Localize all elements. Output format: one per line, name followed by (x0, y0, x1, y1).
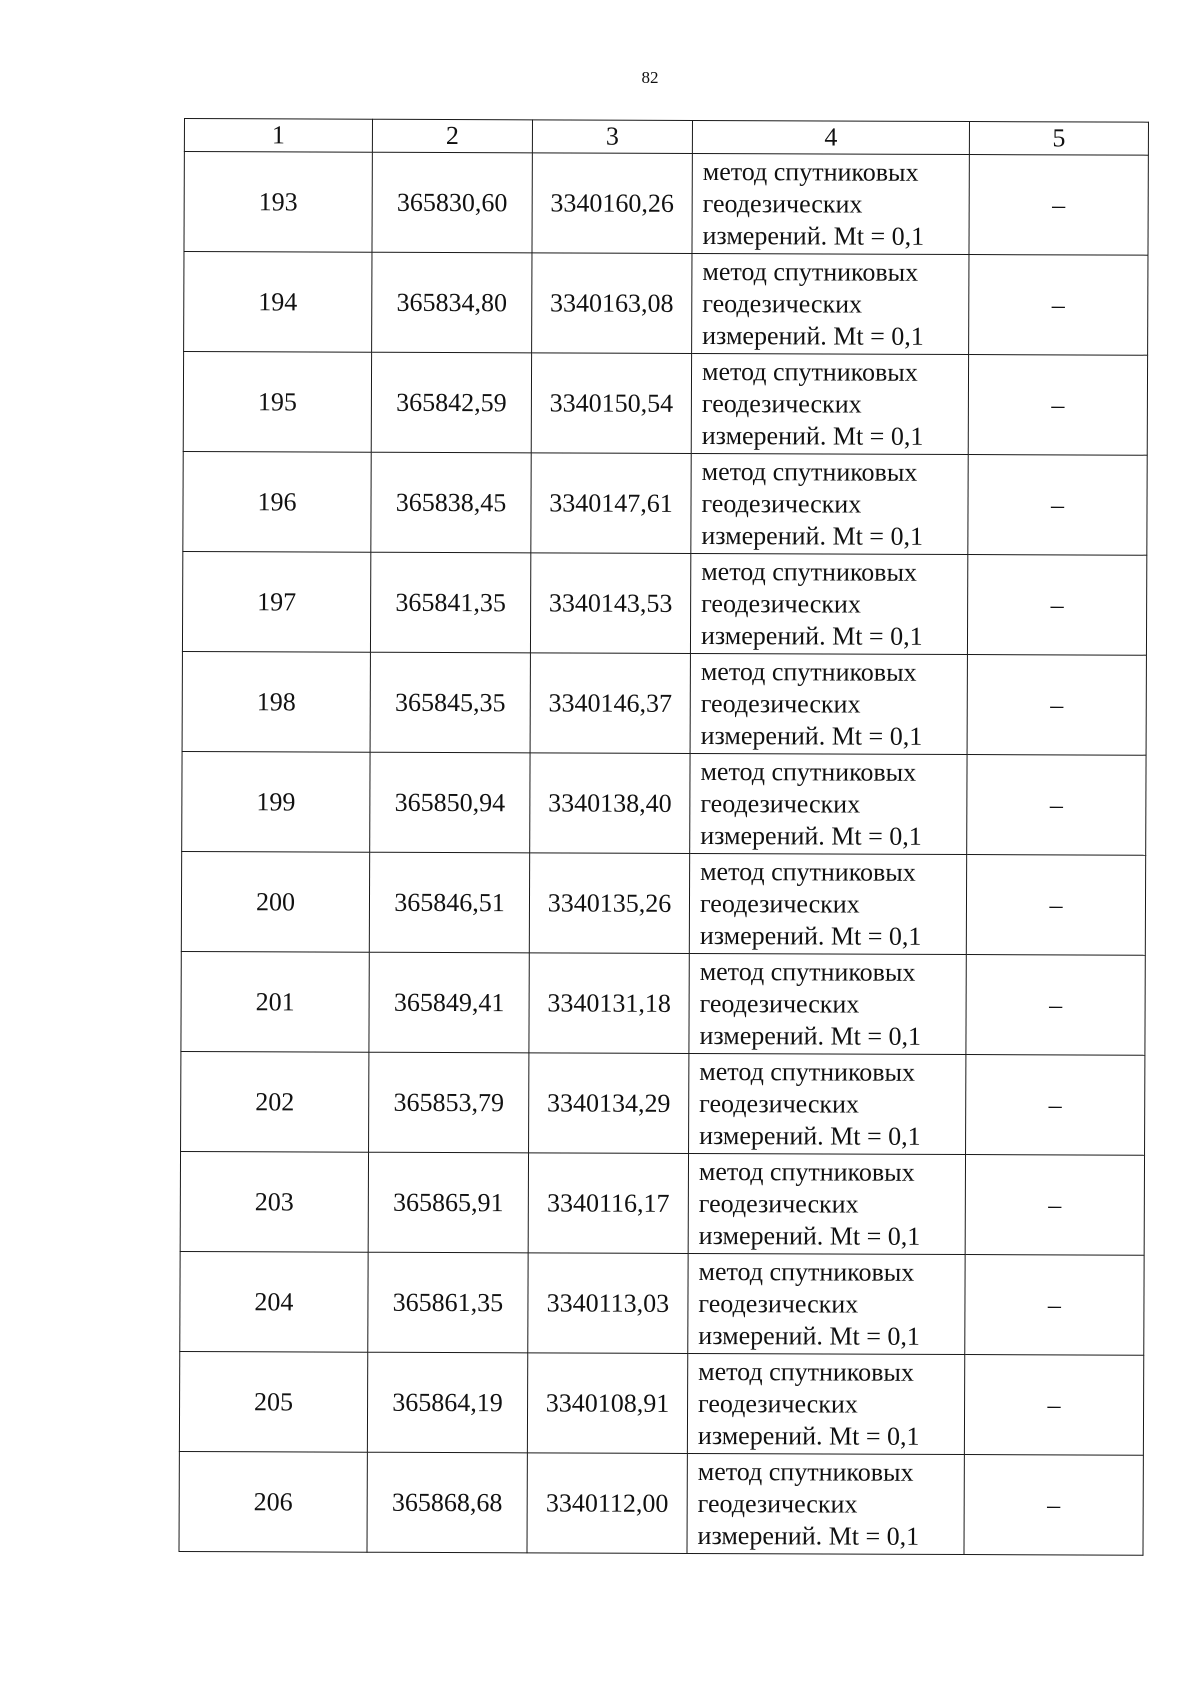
method-line: геодезических (699, 988, 860, 1019)
point-number-cell: 204 (180, 1251, 368, 1352)
method-line: измерений. Mt = 0,1 (697, 1520, 920, 1551)
method-cell (689, 953, 966, 1054)
header-row (184, 119, 1148, 156)
x-coordinate-cell: 365845,35 (370, 652, 530, 753)
table-row (179, 1351, 1143, 1455)
method-line: метод спутниковых (702, 156, 919, 187)
method-line: геодезических (701, 588, 861, 619)
x-coordinate-cell: 365861,35 (368, 1252, 528, 1353)
note-cell: – (965, 1155, 1144, 1256)
x-coordinate-cell: 365838,45 (371, 452, 531, 553)
method-cell (687, 1453, 964, 1554)
point-number-cell: 197 (182, 551, 370, 652)
method-line: измерений. Mt = 0,1 (698, 1220, 921, 1251)
method-line: измерений. Mt = 0,1 (702, 220, 925, 251)
method-line: метод спутниковых (698, 1156, 915, 1187)
method-line: геодезических (702, 188, 863, 219)
point-number-cell: 203 (180, 1151, 368, 1252)
point-number-cell: 194 (184, 252, 372, 353)
y-coordinate-cell: 3340146,37 (530, 653, 690, 754)
method-cell (689, 1053, 966, 1154)
method-line: геодезических (702, 288, 863, 319)
x-coordinate-cell: 365842,59 (371, 352, 531, 453)
method-line: измерений. Mt = 0,1 (699, 1020, 922, 1051)
y-coordinate-cell: 3340131,18 (529, 953, 689, 1054)
y-coordinate-cell: 3340143,53 (530, 553, 690, 654)
point-number-cell: 198 (182, 651, 370, 752)
method-line: измерений. Mt = 0,1 (699, 1120, 921, 1151)
table-row (181, 951, 1145, 1055)
method-cell (692, 253, 969, 354)
method-line: измерений. Mt = 0,1 (701, 420, 924, 451)
x-coordinate-cell: 365834,80 (372, 252, 532, 353)
y-coordinate-cell: 3340160,26 (532, 153, 692, 254)
method-line: геодезических (700, 688, 861, 719)
x-coordinate-cell: 365849,41 (369, 952, 529, 1053)
method-line: измерений. Mt = 0,1 (702, 320, 924, 351)
header-col-1: 1 (184, 119, 372, 153)
method-cell (689, 853, 966, 954)
note-cell: – (967, 655, 1146, 756)
x-coordinate-cell: 365868,68 (367, 1452, 527, 1553)
method-cell (688, 1253, 965, 1354)
method-cell (687, 1353, 964, 1454)
method-line: метод спутниковых (702, 256, 919, 287)
x-coordinate-cell: 365830,60 (372, 152, 532, 253)
y-coordinate-cell: 3340116,17 (528, 1153, 688, 1254)
table-row (184, 252, 1148, 356)
note-cell: – (966, 955, 1145, 1056)
note-cell: – (968, 355, 1147, 456)
method-line: геодезических (699, 888, 860, 919)
x-coordinate-cell: 365864,19 (367, 1352, 527, 1453)
point-number-cell: 202 (181, 1051, 369, 1152)
method-line: измерений. Mt = 0,1 (699, 920, 922, 951)
point-number-cell: 205 (179, 1351, 367, 1452)
method-cell (692, 153, 969, 254)
method-line: метод спутниковых (699, 1056, 916, 1087)
point-number-cell: 193 (184, 152, 372, 253)
method-cell (691, 453, 968, 554)
point-number-cell: 206 (179, 1451, 367, 1552)
method-line: метод спутниковых (698, 1256, 915, 1287)
method-line: геодезических (698, 1188, 859, 1219)
method-line: измерений. Mt = 0,1 (698, 1320, 920, 1351)
method-line: геодезических (700, 788, 861, 819)
table-header (184, 119, 1148, 156)
note-cell: – (965, 1255, 1144, 1356)
table-row (180, 1251, 1144, 1355)
method-line: метод спутниковых (701, 556, 918, 587)
method-line: метод спутниковых (699, 956, 916, 987)
table-row (183, 451, 1147, 555)
method-line: метод спутниковых (697, 1456, 914, 1487)
y-coordinate-cell: 3340163,08 (532, 253, 692, 354)
note-cell: – (966, 1055, 1145, 1156)
note-cell: – (964, 1355, 1143, 1456)
method-line: метод спутниковых (700, 856, 916, 887)
x-coordinate-cell: 365850,94 (370, 752, 530, 853)
method-line: геодезических (698, 1288, 859, 1319)
header-col-3: 3 (532, 120, 692, 154)
method-cell (690, 753, 967, 854)
note-cell: – (969, 255, 1148, 356)
y-coordinate-cell: 3340135,26 (529, 853, 689, 954)
y-coordinate-cell: 3340113,03 (528, 1253, 688, 1354)
page-number: 82 (641, 68, 659, 87)
table-row (184, 152, 1148, 256)
coordinates-table (178, 118, 1148, 1556)
x-coordinate-cell: 365846,51 (369, 852, 529, 953)
table-row (179, 1451, 1143, 1555)
y-coordinate-cell: 3340150,54 (531, 353, 691, 454)
method-cell (690, 653, 967, 754)
method-cell (690, 553, 967, 654)
method-line: измерений. Mt = 0,1 (701, 520, 924, 551)
point-number-cell: 199 (182, 751, 370, 852)
y-coordinate-cell: 3340134,29 (529, 1053, 689, 1154)
method-line: геодезических (701, 388, 862, 419)
note-cell: – (964, 1455, 1143, 1556)
method-line: метод спутниковых (698, 1356, 914, 1387)
method-line: геодезических (701, 488, 862, 519)
table-row (182, 651, 1146, 755)
table-body (179, 152, 1148, 1556)
note-cell: – (967, 755, 1146, 856)
method-line: измерений. Mt = 0,1 (700, 820, 922, 851)
header-col-2: 2 (372, 119, 532, 153)
header-col-4: 4 (692, 120, 969, 154)
table-row (182, 551, 1146, 655)
header-col-5: 5 (969, 122, 1148, 156)
x-coordinate-cell: 365853,79 (369, 1052, 529, 1153)
table-row (181, 851, 1145, 955)
method-cell (688, 1153, 965, 1254)
x-coordinate-cell: 365841,35 (370, 552, 530, 653)
method-line: метод спутниковых (700, 656, 917, 687)
table-row (182, 751, 1146, 855)
point-number-cell: 196 (183, 451, 371, 552)
note-cell: – (967, 555, 1146, 656)
method-line: геодезических (697, 1488, 858, 1519)
method-line: метод спутниковых (701, 456, 918, 487)
method-line: измерений. Mt = 0,1 (697, 1420, 920, 1451)
method-line: измерений. Mt = 0,1 (700, 620, 923, 651)
method-line: геодезических (698, 1388, 858, 1419)
method-cell (691, 353, 968, 454)
table-row (181, 1051, 1145, 1155)
y-coordinate-cell: 3340138,40 (530, 753, 690, 854)
y-coordinate-cell: 3340147,61 (531, 453, 691, 554)
note-cell: – (969, 155, 1148, 256)
point-number-cell: 195 (183, 352, 371, 453)
note-cell: – (966, 855, 1145, 956)
method-line: геодезических (699, 1088, 860, 1119)
point-number-cell: 200 (181, 851, 369, 952)
table-row (183, 352, 1147, 456)
point-number-cell: 201 (181, 951, 369, 1052)
method-line: метод спутниковых (700, 756, 917, 787)
table-row (180, 1151, 1144, 1255)
note-cell: – (968, 455, 1147, 556)
y-coordinate-cell: 3340112,00 (527, 1453, 687, 1554)
method-line: метод спутниковых (701, 356, 918, 387)
y-coordinate-cell: 3340108,91 (527, 1353, 687, 1454)
x-coordinate-cell: 365865,91 (368, 1152, 528, 1253)
method-line: измерений. Mt = 0,1 (700, 720, 923, 751)
